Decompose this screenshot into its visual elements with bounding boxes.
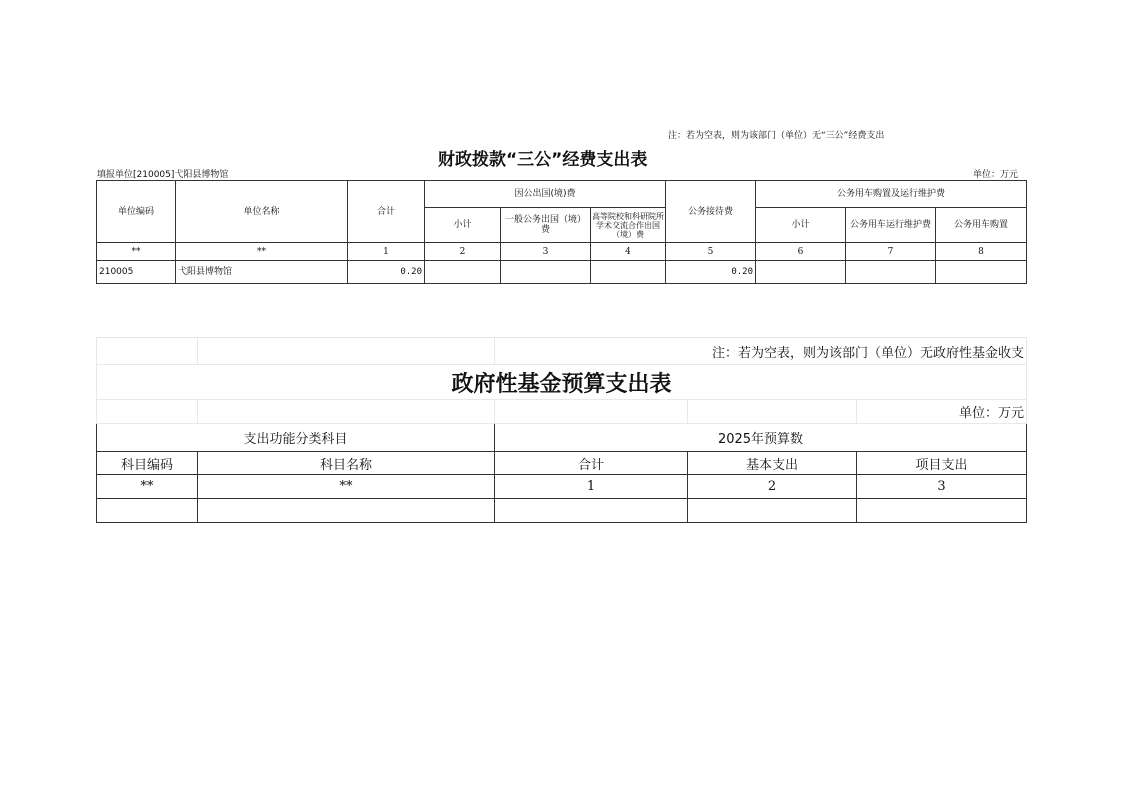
index-cell: ** (198, 475, 495, 499)
index-cell: 2 (425, 243, 501, 261)
three-public-expenses-table (96, 180, 1027, 284)
table2-note: 注：若为空表，则为该部门（单位）无政府性基金收支 (495, 338, 1027, 365)
empty-cell (857, 499, 1027, 523)
index-cell: 3 (857, 475, 1027, 499)
index-cell: 1 (348, 243, 425, 261)
index-cell: 5 (666, 243, 756, 261)
filler-unit: 填报单位[210005]弋阳县博物馆 (97, 170, 229, 180)
empty-cell (495, 499, 688, 523)
table2-unit: 单位：万元 (857, 400, 1027, 424)
table1-title: 财政拨款“三公”经费支出表 (438, 150, 648, 170)
header-abroad-academic: 高等院校和科研院所学术交流合作出国（境）费 (591, 208, 666, 243)
header-abroad-subtotal: 小计 (425, 208, 501, 243)
blank-cell (97, 400, 198, 424)
index-cell: 1 (495, 475, 688, 499)
data-abroad-general (501, 261, 591, 284)
header-vehicle-subtotal: 小计 (756, 208, 846, 243)
header-vehicle-purchase: 公务用车购置 (936, 208, 1027, 243)
header-subject-name: 科目名称 (198, 452, 495, 475)
index-cell: ** (97, 243, 176, 261)
header-total: 合计 (348, 181, 425, 243)
data-unit-name: 弋阳县博物馆 (176, 261, 348, 284)
index-cell: ** (97, 475, 198, 499)
data-abroad-academic (591, 261, 666, 284)
index-cell: 6 (756, 243, 846, 261)
header-unit-code: 单位编码 (97, 181, 176, 243)
header-category: 支出功能分类科目 (97, 424, 495, 452)
index-cell: 4 (591, 243, 666, 261)
table2-title: 政府性基金预算支出表 (97, 365, 1027, 400)
index-cell: 7 (846, 243, 936, 261)
empty-cell (688, 499, 857, 523)
header-budget: 2025年预算数 (495, 424, 1027, 452)
header-vehicle-operation: 公务用车运行维护费 (846, 208, 936, 243)
data-total: 0.20 (348, 261, 425, 284)
index-cell: ** (176, 243, 348, 261)
header-total: 合计 (495, 452, 688, 475)
data-abroad-subtotal (425, 261, 501, 284)
government-fund-table (96, 337, 1027, 523)
blank-cell (97, 338, 198, 365)
header-reception: 公务接待费 (666, 181, 756, 243)
header-abroad: 因公出国(境)费 (425, 181, 666, 208)
blank-cell (688, 400, 857, 424)
header-project-expense: 项目支出 (857, 452, 1027, 475)
data-vehicle-purchase (936, 261, 1027, 284)
blank-cell (198, 338, 495, 365)
empty-cell (198, 499, 495, 523)
index-cell: 2 (688, 475, 857, 499)
empty-cell (97, 499, 198, 523)
table1-note: 注：若为空表，则为该部门（单位）无“三公”经费支出 (668, 131, 885, 141)
blank-cell (495, 400, 688, 424)
header-subject-code: 科目编码 (97, 452, 198, 475)
header-unit-name: 单位名称 (176, 181, 348, 243)
index-cell: 3 (501, 243, 591, 261)
header-basic-expense: 基本支出 (688, 452, 857, 475)
data-vehicle-subtotal (756, 261, 846, 284)
index-cell: 8 (936, 243, 1027, 261)
data-vehicle-operation (846, 261, 936, 284)
data-reception: 0.20 (666, 261, 756, 284)
header-vehicle: 公务用车购置及运行维护费 (756, 181, 1027, 208)
table1-unit: 单位：万元 (973, 170, 1019, 180)
header-abroad-general: 一般公务出国（境）费 (501, 208, 591, 243)
data-unit-code: 210005 (97, 261, 176, 284)
blank-cell (198, 400, 495, 424)
